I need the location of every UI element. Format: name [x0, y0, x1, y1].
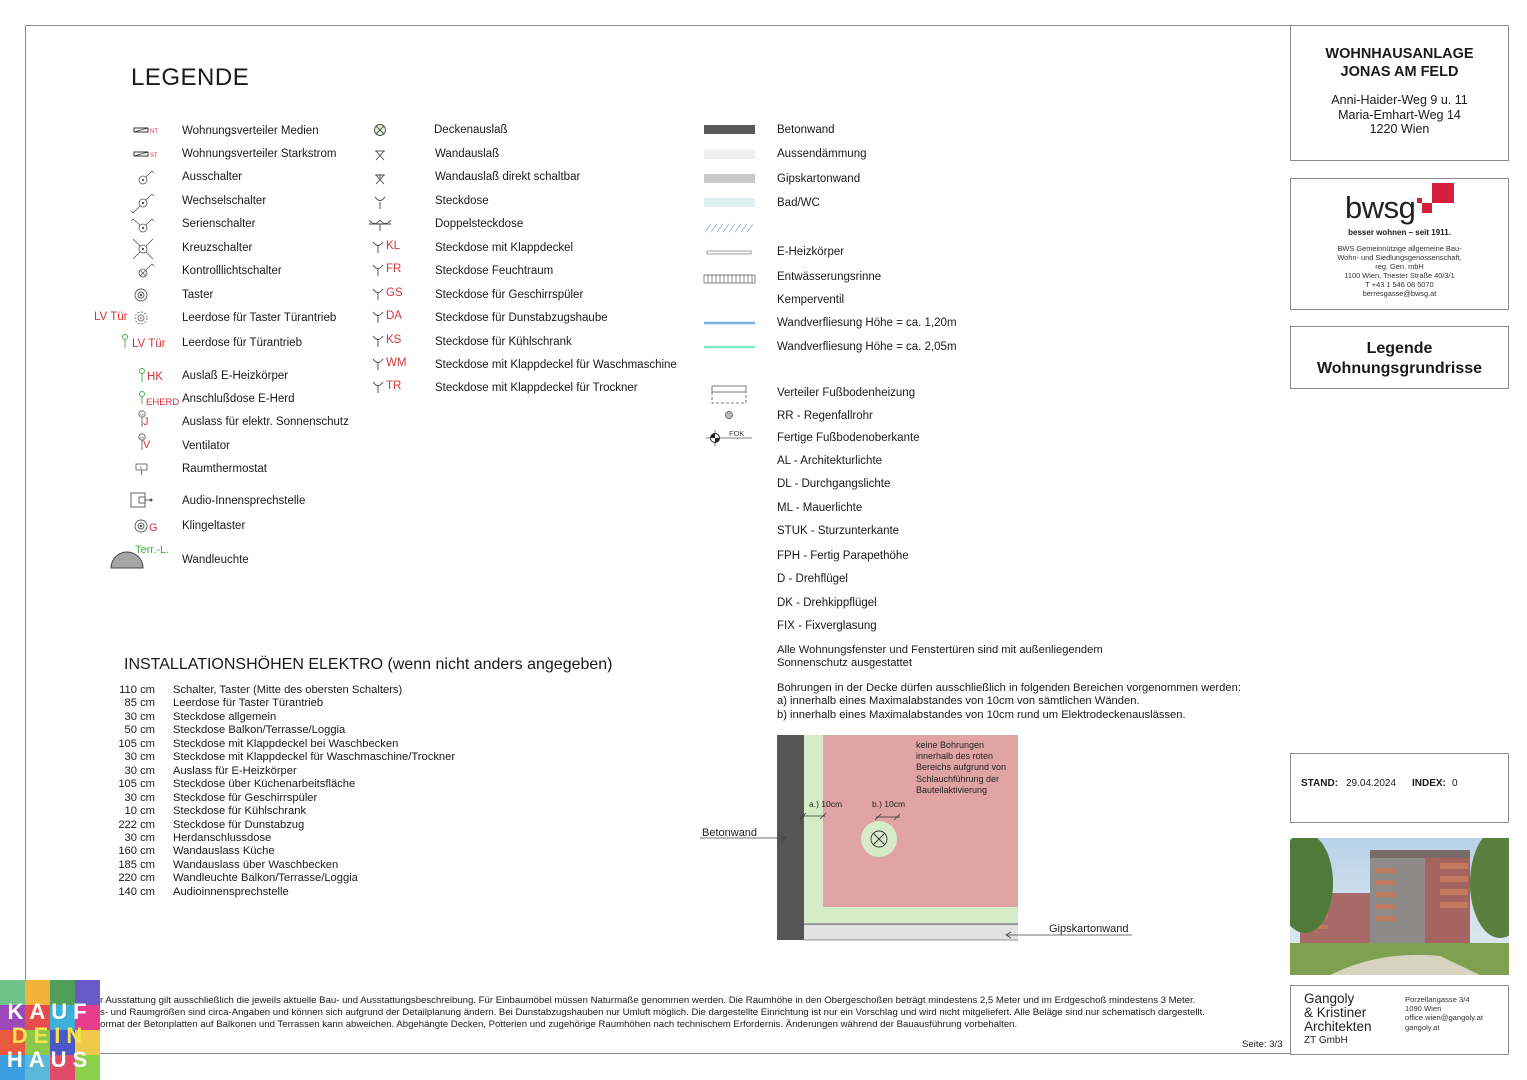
revision-box [1290, 753, 1509, 823]
client-info-line: 1100 Wien, Triester Straße 40/3/1 [1344, 271, 1455, 281]
installation-height: 220 cm [118, 872, 155, 885]
client-info-line: T +43 1 546 08 5070 [1365, 280, 1434, 290]
socket-icon [373, 382, 383, 393]
doorbell-button-icon [135, 520, 147, 532]
installation-height: 30 cm [124, 831, 155, 844]
dim-a-label: a.) 10cm [809, 799, 843, 809]
legend-item: Kemperventil [777, 294, 845, 306]
installation-height: 222 cm [118, 818, 155, 831]
socket-icon [375, 197, 385, 209]
legend-title: LEGENDE [131, 64, 250, 91]
installation-heading: INSTALLATIONSHÖHEN ELEKTRO (wenn nicht anders angegeben) [124, 656, 613, 673]
installation-table [118, 684, 538, 900]
distributor-power-icon [134, 152, 158, 159]
legend-item: DL - Durchgangslichte [777, 478, 891, 490]
project-address [1291, 93, 1508, 137]
installation-height: 105 cm [118, 737, 155, 750]
client-box [1290, 178, 1509, 310]
outlet-pin-icon [123, 335, 128, 349]
socket-icon [373, 359, 383, 370]
hk-tag: HK [147, 371, 163, 383]
legend-item: Audio-Innensprechstelle [182, 495, 306, 507]
architect-line: Architekten [1304, 1019, 1372, 1034]
installation-label: Steckdose mit Klappdeckel für Waschmaschine/Trockner [173, 751, 456, 764]
drywall-strip [804, 924, 1018, 940]
legend-item: AL - Architekturlichte [777, 455, 883, 467]
note-line: b) innerhalb eines Maximalabstandes von 10cm rund um Elektrodeckenauslässen. [777, 708, 1186, 721]
svg-text:Bauteilaktivierung: Bauteilaktivierung [916, 785, 988, 795]
architect-address-line: 1090 Wien [1405, 1004, 1442, 1014]
intercom-icon [131, 493, 152, 507]
wm-tag: WM [386, 357, 407, 369]
socket-icon [373, 312, 383, 323]
plan-title-line: Wohnungsgrundrisse [1316, 359, 1483, 377]
ks-tag: KS [386, 334, 402, 346]
project-title-line: JONAS AM FELD [1340, 64, 1459, 80]
disclaimer [100, 995, 1205, 1031]
installation-label: Steckdose Balkon/Terrasse/Loggia [173, 724, 346, 737]
on-off-switch-icon [139, 171, 154, 184]
installation-label: Auslass für E-Heizkörper [173, 764, 297, 777]
hatch-swatch [705, 224, 753, 232]
legend-item: Aussendämmung [777, 148, 867, 160]
architect-line: ZT GmbH [1304, 1035, 1348, 1046]
svg-text:NT: NT [150, 129, 158, 135]
architect-address-line: gangoly.at [1405, 1022, 1440, 1032]
lv-tuer-tag: LV Tür [132, 338, 166, 350]
thermostat-icon [136, 464, 147, 475]
tr-tag: TR [386, 380, 402, 392]
svg-text:ST: ST [150, 153, 158, 159]
building-rendering [1290, 838, 1509, 975]
bathroom-swatch [704, 198, 755, 207]
installation-label: Wandleuchte Balkon/Terrasse/Loggia [173, 872, 358, 885]
legend-item: Kontrolllichtschalter [182, 265, 282, 277]
disclaimer-line: ormat der Betonplatten auf Balkonen und Terrassen kann abweichen. Abgehängte Decken, Potterien und zugehörige Raumhöhen nach technischem Erfordernis. Änderungen während der Bauausführung vorbehalten. [100, 1019, 1018, 1030]
legend-item: Deckenauslaß [434, 124, 508, 136]
legend-item: Wandverfliesung Höhe = ca. 2,05m [777, 341, 957, 353]
installation-label: Steckdose mit Klappdeckel bei Waschbecken [173, 737, 399, 750]
sunshade-note [777, 644, 1103, 671]
legend-item: Wandauslaß direkt schaltbar [435, 171, 581, 183]
svg-text:M: M [140, 412, 144, 417]
note-line: a) innerhalb eines Maximalabstandes von 10cm von sämtlichen Wänden. [777, 695, 1140, 708]
legend-item: Raumthermostat [182, 463, 268, 475]
legend-item: Doppelsteckdose [435, 218, 524, 230]
dim-b-label: b.) 10cm [872, 799, 906, 809]
legend-item: Leerdose für Taster Türantrieb [182, 312, 337, 324]
legend-item: Fertige Fußbodenoberkante [777, 432, 920, 444]
legend-item: D - Drehflügel [777, 573, 848, 585]
legend-item: Leerdose für Türantrieb [182, 337, 302, 349]
svg-text:innerhalb des roten: innerhalb des roten [916, 751, 994, 761]
socket-icon [373, 242, 383, 253]
project-title [1291, 45, 1508, 81]
legend-item: Steckdose für Kühlschrank [435, 336, 572, 348]
installation-height: 105 cm [118, 778, 155, 791]
installation-height: 110 cm [119, 684, 155, 696]
stand-value: 29.04.2024 [1346, 778, 1397, 789]
architect-address-line: office.wien@gangoly.at [1405, 1013, 1483, 1023]
legend-item: Auslass für elektr. Sonnenschutz [182, 416, 349, 428]
terr-l-tag: Terr.-L. [135, 544, 170, 556]
legend-item: Ausschalter [182, 171, 243, 183]
heater-swatch [707, 251, 751, 254]
legend-item: RR - Regenfallrohr [777, 410, 873, 422]
legend-item: Taster [182, 289, 214, 301]
architect-box [1290, 985, 1509, 1055]
client-info-line: reg. Gen. mbH [1375, 262, 1424, 272]
installation-label: Steckdose über Küchenarbeitsfläche [173, 778, 356, 791]
indicator-switch-icon [139, 264, 154, 277]
installation-height: 30 cm [124, 764, 155, 777]
installation-height: 30 cm [124, 791, 155, 804]
double-socket-icon [369, 220, 391, 231]
empty-box-door-button-icon [135, 312, 147, 324]
installation-label: Audioinnensprechstelle [173, 885, 289, 898]
index-label: INDEX: [1412, 778, 1446, 789]
socket-icon [373, 289, 383, 300]
plan-title-line: Legende [1366, 340, 1433, 357]
kl-tag: KL [386, 240, 401, 252]
legend-item: Ventilator [182, 440, 230, 452]
legend-item: Auslaß E-Heizkörper [182, 370, 289, 382]
installation-label: Herdanschlussdose [173, 831, 272, 844]
legend-item: Gipskartonwand [777, 173, 861, 185]
watermark-line: DEIN [11, 1023, 89, 1048]
client-info-line: Wohn- und Siedlungsgenossenschaft, [1337, 253, 1462, 263]
disclaimer-line: r Ausstattung gilt ausschließlich die jeweils aktuelle Bau- und Ausstattungsbeschreibung. Für Einbaumöbel müssen Naturmaße genommen werden. Die Raumhöhe in den Obergeschoßen beträgt mindestens 2,5 Meter und im Erdgeschoß mindestens 3 Meter. [100, 995, 1196, 1006]
legend-item: Anschlußdose E-Herd [182, 393, 295, 405]
legend-item: Kreuzschalter [182, 242, 253, 254]
legend-item: Steckdose für Geschirrspüler [435, 289, 584, 301]
installation-height: 50 cm [124, 724, 155, 737]
note-line: Bohrungen in der Decke dürfen ausschließlich in folgenden Bereichen vorgenommen werden: [777, 682, 1241, 694]
legend-item: FPH - Fertig Parapethöhe [777, 550, 909, 562]
insulation-swatch [704, 150, 755, 159]
floor-level-icon [706, 429, 752, 446]
architect-address [1405, 995, 1483, 1032]
bwsg-squares-icon [1417, 183, 1457, 219]
gipskartonwand-label: Gipskartonwand [1049, 923, 1129, 935]
socket-icon [373, 336, 383, 347]
installation-height: 30 cm [124, 751, 155, 764]
stand-label: STAND: [1301, 778, 1339, 789]
architect-line: Gangoly [1304, 991, 1355, 1006]
socket-icon [373, 265, 383, 276]
legend-item: Steckdose mit Klappdeckel für Trockner [435, 382, 638, 394]
client-info [1291, 244, 1508, 299]
installation-height: 30 cm [124, 710, 155, 723]
betonwand-label: Betonwand [702, 827, 758, 839]
installation-height: 85 cm [124, 697, 155, 710]
floor-heating-manifold-icon [712, 386, 746, 403]
legend-item: FIX - Fixverglasung [777, 620, 877, 632]
project-title-line: WOHNHAUSANLAGE [1325, 46, 1474, 62]
architect-line: & Kristiner [1304, 1005, 1367, 1020]
disclaimer-line: s- und Raumgrößen sind circa-Angaben und können sich aufgrund der Detailplanung ändern. Bei Dunstabzugshauben nur Umluft möglich. Die dargestellte Einrichtung ist nur ein Vorschlag und wird nicht mitgeliefert. Alle Beläge sind nur schematisch dargestellt. [100, 1007, 1205, 1018]
svg-text:keine Bohrungen: keine Bohrungen [916, 740, 985, 750]
legend-item: Entwässerungsrinne [777, 271, 882, 283]
outlet-pin-icon [140, 392, 145, 405]
client-info-line: berresgasse@bwsg.at [1362, 289, 1437, 299]
eherd-tag: EHERD [146, 397, 180, 408]
fr-tag: FR [386, 263, 402, 275]
installation-label: Steckdose für Kühlschrank [173, 805, 307, 818]
j-tag: J [143, 416, 149, 428]
installation-label: Steckdose für Geschirrspüler [173, 791, 318, 804]
legend-item: Wohnungsverteiler Medien [182, 125, 319, 137]
svg-text:FOK: FOK [729, 429, 745, 438]
legend-item: Verteiler Fußbodenheizung [777, 387, 916, 399]
installation-height: 160 cm [118, 845, 155, 858]
concrete-wall [777, 735, 804, 940]
push-button-icon [135, 289, 147, 301]
note-line: Sonnenschutz ausgestattet [777, 657, 912, 670]
legend-item: Wohnungsverteiler Starkstrom [182, 148, 337, 160]
watermark-line: HAUS [6, 1047, 94, 1072]
legend-item: DK - Drehkippflügel [777, 597, 877, 609]
address-line: Maria-Emhart-Weg 14 [1338, 107, 1461, 122]
index-value: 0 [1452, 778, 1458, 789]
v-tag: V [143, 439, 151, 451]
legend-item: Steckdose mit Klappdeckel für Waschmaschine [435, 359, 677, 371]
legend-item: Wandleuchte [182, 554, 249, 566]
da-tag: DA [386, 310, 402, 322]
project-box [1290, 25, 1509, 161]
kauf-dein-haus-watermark [0, 980, 100, 1080]
installation-label: Steckdose allgemein [173, 710, 277, 723]
installation-label: Leerdose für Taster Türantrieb [173, 697, 324, 710]
legend-item: ML - Mauerlichte [777, 502, 863, 514]
address-line: Anni-Haider-Weg 9 u. 11 [1331, 93, 1468, 107]
wall-outlet-switched-icon [375, 174, 385, 184]
svg-text:Bereichs aufgrund von: Bereichs aufgrund von [916, 762, 1007, 772]
installation-height: 140 cm [118, 885, 155, 898]
svg-text:M: M [140, 435, 144, 440]
g-tag: G [149, 522, 158, 534]
page-number: Seite: 3/3 [1242, 1039, 1283, 1050]
watermark-line: KAUF [7, 999, 93, 1024]
cross-switch-icon [133, 239, 153, 259]
column3-swatches [700, 118, 760, 448]
legend-item: Steckdose für Dunstabzugshaube [435, 312, 608, 324]
installation-label: Wandauslass über Waschbecken [173, 858, 339, 871]
architect-address-line: Porzellangasse 3/4 [1405, 995, 1470, 1004]
installation-height: 10 cm [124, 805, 155, 818]
legend-item: Wandauslaß [435, 148, 500, 160]
installation-label: Wandauslass Küche [173, 845, 275, 858]
legend-item: E-Heizkörper [777, 246, 845, 258]
legend-item: Steckdose Feuchtraum [435, 265, 554, 277]
installation-label: Schalter, Taster (Mitte des obersten Schalters) [173, 684, 403, 696]
gs-tag: GS [386, 287, 403, 299]
legend-item: Klingeltaster [182, 520, 246, 532]
lv-tuer-prefix: LV Tür [94, 311, 128, 323]
drilling-note [777, 682, 1241, 722]
note-line: Alle Wohnungsfenster und Fenstertüren sind mit außenliegendem [777, 644, 1103, 656]
installation-label: Steckdose für Dunstabzug [173, 818, 305, 831]
legend-item: Bad/WC [777, 197, 820, 209]
svg-text:S: S [139, 465, 143, 470]
column2-symbols [365, 118, 435, 398]
two-way-switch-icon [131, 194, 154, 213]
series-switch-icon [131, 219, 154, 232]
bwsg-logo [1291, 179, 1508, 225]
client-tagline: besser wohnen – seit 1911. [1348, 228, 1451, 237]
drywall-swatch [704, 174, 755, 183]
concrete-wall-swatch [704, 125, 755, 134]
svg-text:Schlauchführung der: Schlauchführung der [916, 774, 1000, 784]
legend-item: Wandverfliesung Höhe = ca. 1,20m [777, 317, 957, 329]
legend-item: Betonwand [777, 124, 835, 136]
plan-title-box [1290, 326, 1509, 389]
downpipe-icon [726, 412, 733, 419]
legend-item: Serienschalter [182, 218, 256, 230]
wall-outlet-icon [375, 151, 385, 160]
legend-item: Wechselschalter [182, 195, 267, 207]
drilling-diagram [695, 730, 1145, 945]
outlet-pin-icon [140, 369, 145, 383]
ceiling-outlet-icon [375, 125, 386, 136]
legend-item: Steckdose mit Klappdeckel [435, 242, 574, 254]
address-line: 1220 Wien [1369, 122, 1430, 136]
client-info-line: BWS Gemeinnützige allgemeine Bau- [1337, 244, 1462, 253]
distributor-media-icon [134, 128, 158, 135]
architect-name [1304, 992, 1372, 1048]
bwsg-wordmark: bwsg [1345, 190, 1416, 225]
drain-channel-swatch [704, 275, 755, 283]
legend-item: Steckdose [435, 195, 489, 207]
installation-height: 185 cm [118, 858, 155, 871]
legend-item: STUK - Sturzunterkante [777, 525, 900, 537]
